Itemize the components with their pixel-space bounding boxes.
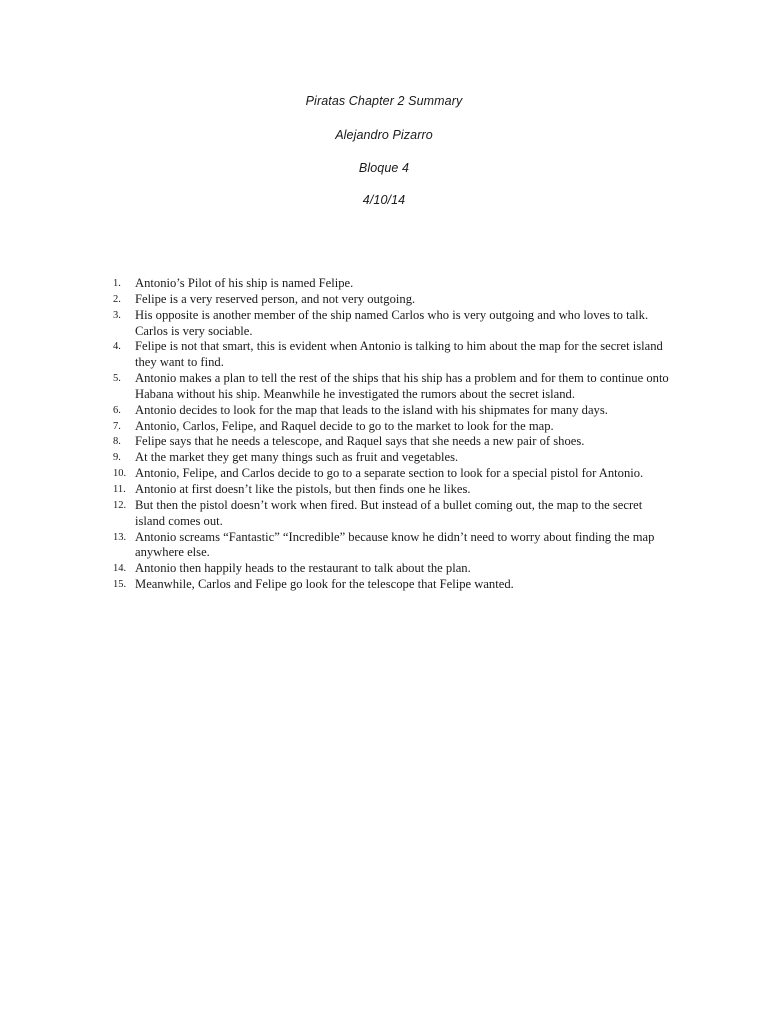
list-item-number: 5. [113,373,121,385]
list-item-number: 1. [113,278,121,289]
list-item [102,577,674,593]
list-item [102,339,674,371]
list-item [102,498,674,530]
list-item-number: 9. [113,452,121,464]
list-item-number: 2. [113,293,121,305]
list-item-text: Antonio, Carlos, Felipe, and Raquel decide to go to the market to look for the map. [135,418,554,433]
list-item [102,482,674,498]
list-item [102,419,674,435]
list-item [102,308,674,340]
list-item-text: Antonio makes a plan to tell the rest of the ships that his ship has a problem and for them to continue onto Habana without his ship. Meanwhile he investigated the rumors about the secret island. [135,371,669,401]
list-item-text: Antonio screams “Fantastic” “Incredible” because know he didn’t need to worry about finding the map anywhere else. [135,529,655,560]
list-item-number: 10. [113,468,127,480]
list-item-text: Felipe says that he needs a telescope, and Raquel says that she needs a new pair of shoes. [135,434,585,449]
list-item-number: 13. [113,531,127,543]
list-item-text: Antonio, Felipe, and Carlos decide to go to a separate section to look for a special pistol for Antonio. [135,466,644,481]
list-item-text: Antonio’s Pilot of his ship is named Felipe. [135,276,354,290]
list-item-number: 12. [113,499,127,511]
list-item [102,450,674,466]
list-item-text: Felipe is not that smart, this is evident when Antonio is talking to him about the map for the secret island they want to find. [135,339,663,370]
list-item-number: 8. [113,436,121,448]
list-item-text: At the market they get many things such as fruit and vegetables. [135,450,459,465]
list-item-number: 14. [113,563,127,575]
list-item [102,561,674,577]
list-item-number: 15. [113,579,127,591]
list-item [102,403,674,419]
list-item [102,292,674,308]
list-item [102,276,674,292]
list-item-number: 11. [113,483,126,495]
list-item [102,371,674,403]
list-item-number: 4. [113,341,121,353]
document-date: 4/10/14 [362,193,406,207]
summary-list [102,276,674,593]
list-item-text: Antonio then happily heads to the restaurant to talk about the plan. [135,561,471,576]
list-item-text: Antonio decides to look for the map that leads to the island with his shipmates for many days. [135,402,608,417]
list-item-text: But then the pistol doesn’t work when fired. But instead of a bullet coming out, the map to the secret island comes out. [135,497,643,528]
list-item-text: Felipe is a very reserved person, and not very outgoing. [135,291,416,306]
list-item-number: 6. [113,404,121,416]
list-item [102,434,674,450]
list-item-number: 3. [113,309,121,321]
list-item [102,466,674,482]
list-item-text: His opposite is another member of the ship named Carlos who is very outgoing and who loves to talk. Carlos is very sociable. [135,307,649,338]
document-title: Piratas Chapter 2 Summary [305,94,463,108]
list-item-number: 7. [113,420,121,432]
list-item-text: Meanwhile, Carlos and Felipe go look for the telescope that Felipe wanted. [135,577,514,592]
list-item [102,530,674,562]
author-name: Alejandro Pizarro [335,128,433,142]
list-item-text: Antonio at first doesn’t like the pistols, but then finds one he likes. [135,481,471,496]
class-period: Bloque 4 [358,161,410,175]
